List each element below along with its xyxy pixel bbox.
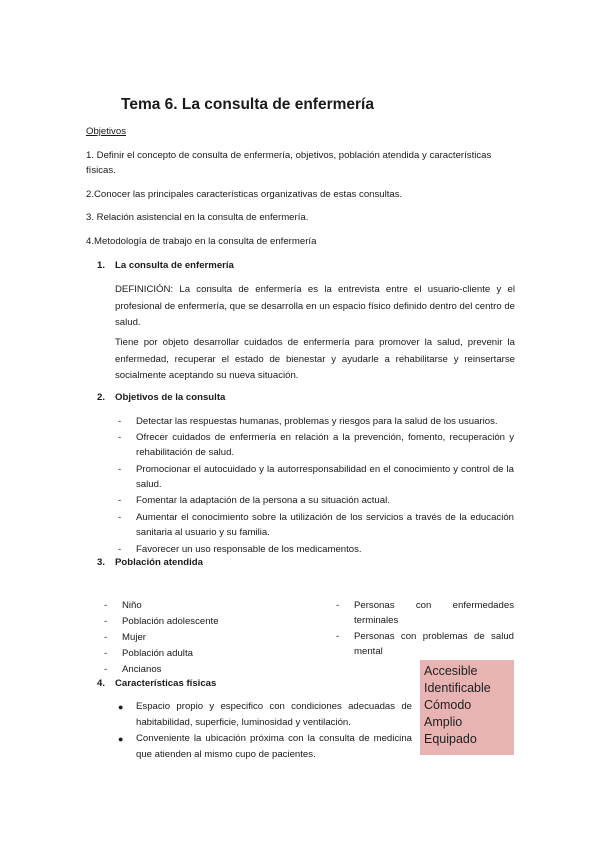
list-item-text: Ofrecer cuidados de enfermería en relación a la prevención, fomento, recuperación y rehabilitación de salud. — [136, 432, 514, 458]
list-item — [118, 462, 518, 493]
list-item — [118, 510, 518, 542]
section3-number: 3. — [97, 557, 106, 568]
list-item-text: Población adulta — [122, 648, 193, 659]
highlight-item: Equipado — [424, 732, 477, 746]
dash-marker: - — [336, 631, 340, 642]
section3-heading: Población atendida — [115, 557, 203, 568]
section1-heading: La consulta de enfermería — [115, 260, 234, 271]
page-title: Tema 6. La consulta de enfermería — [121, 96, 374, 113]
list-item — [118, 699, 412, 731]
characteristics-highlight-box — [420, 660, 514, 755]
population-right-list — [336, 598, 516, 660]
highlight-item: Identificable — [424, 681, 491, 695]
list-item — [104, 598, 324, 614]
list-item-text: Personas con enfermedades terminales — [354, 600, 514, 626]
section4-heading: Características físicas — [115, 678, 217, 689]
section1-definition: DEFINICIÓN: La consulta de enfermería es la entrevista entre el usuario-cliente y el profesional de enfermería, que se desarrolla en un espacio físico definido dentro del centro de salud. — [115, 284, 515, 328]
list-item — [336, 629, 516, 660]
list-item — [104, 646, 324, 662]
bullet-icon: ● — [118, 734, 124, 744]
list-item — [118, 414, 518, 430]
section2-heading: Objetivos de la consulta — [115, 392, 226, 403]
dash-marker: - — [104, 600, 108, 611]
dash-marker: - — [118, 512, 122, 523]
dash-marker: - — [104, 616, 108, 627]
dash-marker: - — [104, 664, 108, 675]
highlight-item: Cómodo — [424, 698, 472, 712]
objective-2: 2.Conocer las principales características organizativas de estas consultas. — [86, 189, 403, 200]
list-item-text: Aumentar el conocimiento sobre la utilización de los servicios a través de la educación sanitaria al usuario y su familia. — [136, 512, 514, 538]
highlight-item: Amplio — [424, 715, 463, 729]
list-item-text: Personas con problemas de salud mental — [354, 631, 514, 657]
objectives-heading: Objetivos — [86, 126, 126, 137]
list-item — [118, 731, 412, 763]
list-item-text: Población adolescente — [122, 616, 219, 627]
objective-4: 4.Metodología de trabajo en la consulta de enfermería — [86, 236, 317, 247]
list-item — [118, 430, 518, 462]
list-item — [336, 598, 516, 629]
dash-marker: - — [118, 432, 122, 443]
list-item — [118, 493, 518, 510]
list-item-text: Espacio propio y especifico con condiciones adecuadas de habitabilidad, superficie, luminosidad y ventilación. — [136, 701, 412, 728]
population-left-list — [104, 598, 324, 678]
section1-purpose: Tiene por objeto desarrollar cuidados de enfermería para promover la salud, prevenir la enfermedad, recuperar el estado de bienestar y ayudarle a rehabilitarse y reinsertarse socialmente aceptando su nueva situación. — [115, 337, 515, 381]
dash-marker: - — [104, 632, 108, 643]
highlight-item: Accesible — [424, 664, 478, 678]
dash-marker: - — [118, 416, 122, 427]
section4-list — [118, 699, 412, 763]
list-item-text: Niño — [122, 600, 142, 611]
section1-number: 1. — [97, 260, 106, 271]
list-item-text: Detectar las respuestas humanas, problemas y riesgos para la salud de los usuarios. — [136, 416, 498, 427]
objective-3: 3. Relación asistencial en la consulta de enfermería. — [86, 212, 309, 223]
list-item-text: Mujer — [122, 632, 146, 643]
list-item-text: Promocionar el autocuidado y la autorresponsabilidad en el conocimiento y control de la salud. — [136, 464, 514, 490]
list-item — [104, 614, 324, 630]
section2-list — [118, 414, 518, 558]
dash-marker: - — [336, 600, 340, 611]
list-item-text: Ancianos — [122, 664, 162, 675]
section4-number: 4. — [97, 678, 106, 689]
list-item-text: Fomentar la adaptación de la persona a su situación actual. — [136, 495, 390, 506]
dash-marker: - — [104, 648, 108, 659]
section2-number: 2. — [97, 392, 106, 403]
list-item-text: Favorecer un uso responsable de los medicamentos. — [136, 544, 362, 555]
list-item-text: Conveniente la ubicación próxima con la consulta de medicina que atienden al mismo cupo de pacientes. — [136, 733, 412, 760]
bullet-icon: ● — [118, 702, 124, 712]
objective-1: 1. Definir el concepto de consulta de enfermería, objetivos, población atendida y características físicas. — [86, 150, 492, 176]
list-item — [104, 630, 324, 646]
dash-marker: - — [118, 544, 122, 555]
dash-marker: - — [118, 495, 122, 506]
dash-marker: - — [118, 464, 122, 475]
